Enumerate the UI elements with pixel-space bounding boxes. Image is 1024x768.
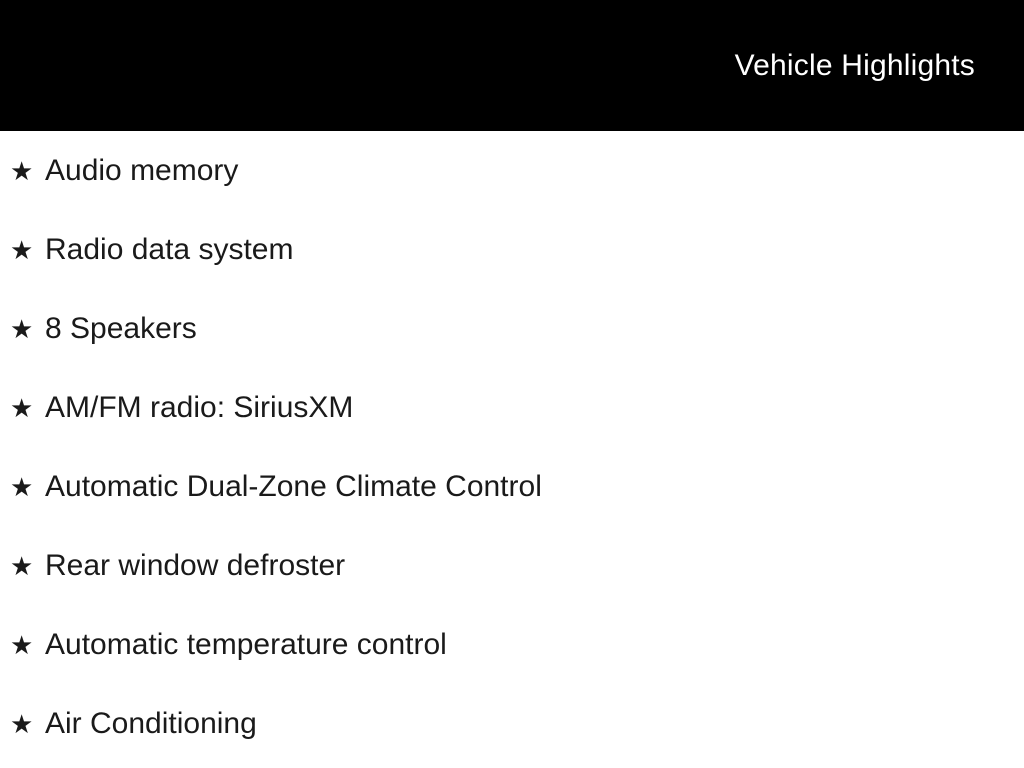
list-item <box>0 447 1024 526</box>
list-item <box>0 368 1024 447</box>
star-icon: ★ <box>10 156 34 186</box>
star-icon: ★ <box>10 630 34 660</box>
star-icon: ★ <box>10 472 34 502</box>
header-bar <box>0 0 1024 131</box>
star-icon: ★ <box>10 393 34 423</box>
list-item-label: AM/FM radio: SiriusXM <box>45 391 354 424</box>
star-icon: ★ <box>10 551 34 581</box>
list-item <box>0 210 1024 289</box>
star-icon: ★ <box>10 314 34 344</box>
list-item-label: Automatic Dual-Zone Climate Control <box>45 470 542 503</box>
list-item-label: Radio data system <box>45 233 294 266</box>
list-item-label: Air Conditioning <box>45 707 257 740</box>
page-title: Vehicle Highlights <box>734 48 975 82</box>
list-item-label: Rear window defroster <box>45 549 346 582</box>
star-icon: ★ <box>10 709 34 739</box>
list-item-label: Automatic temperature control <box>45 628 447 661</box>
list-item <box>0 526 1024 605</box>
list-item <box>0 289 1024 368</box>
list-item-label: 8 Speakers <box>45 312 197 345</box>
list-item <box>0 131 1024 210</box>
feature-list <box>0 131 1024 763</box>
star-icon: ★ <box>10 235 34 265</box>
list-item-label: Audio memory <box>45 154 239 187</box>
list-item <box>0 605 1024 684</box>
list-item <box>0 684 1024 763</box>
